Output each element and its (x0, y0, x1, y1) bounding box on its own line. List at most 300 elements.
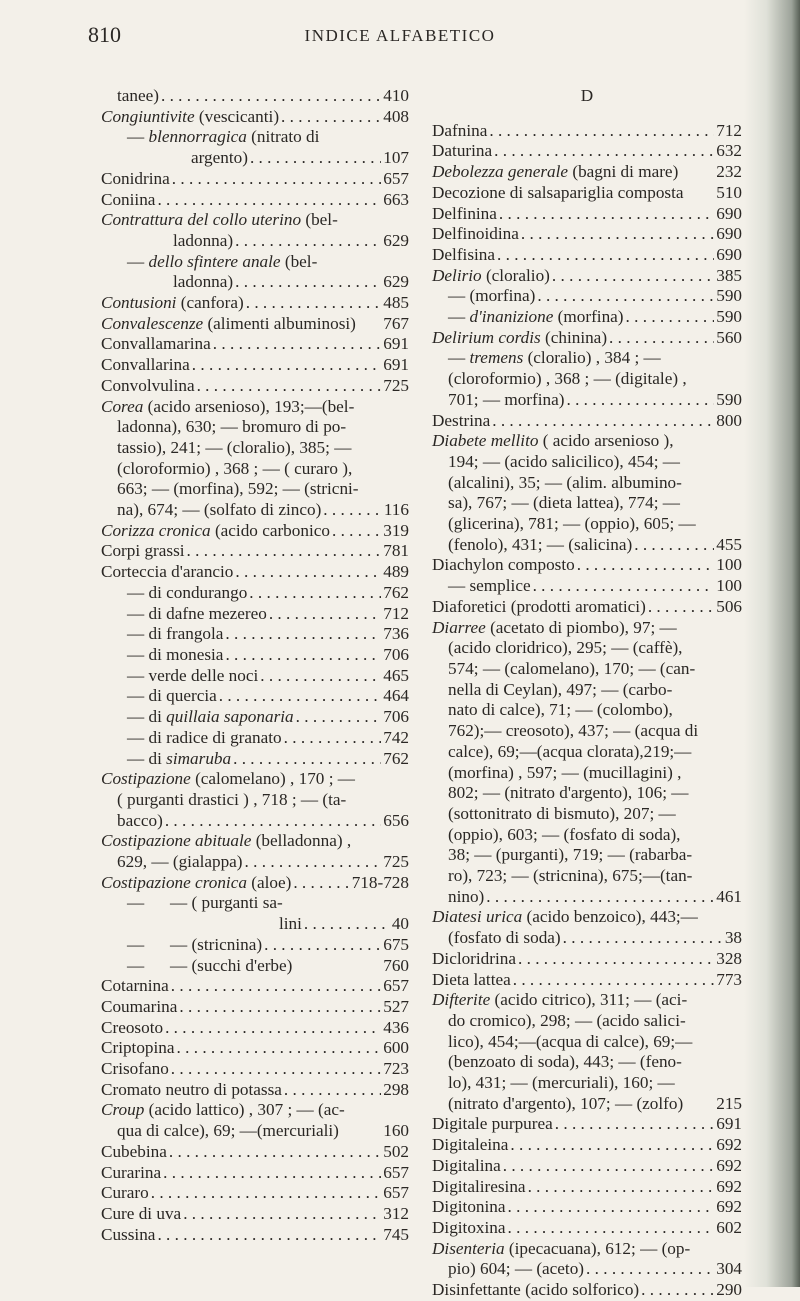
index-entry (101, 1183, 409, 1204)
dot-leader (246, 293, 382, 314)
entry-term: Diaforetici (prodotti aromatici) (432, 596, 646, 616)
dot-leader (566, 390, 714, 411)
index-entry-line: — blennorragica (nitrato di (127, 127, 320, 147)
index-entry-line: — dello sfintere anale (bel- (127, 251, 318, 271)
page-reference: 590 (716, 307, 742, 327)
entry-term: Dicloridrina (432, 948, 516, 968)
index-entry-line: Costipazione (calomelano) , 170 ; — (101, 769, 355, 789)
entry-term: Cromato neutro di potassa (101, 1079, 282, 1099)
entry-term: Criptopina (101, 1038, 175, 1058)
index-entry (432, 141, 742, 162)
index-entry (101, 935, 409, 956)
index-entry-line: — — ( purganti sa- (127, 893, 283, 913)
page-reference: 632 (716, 141, 742, 161)
running-head: INDICE ALFABETICO (304, 26, 496, 45)
index-entry (101, 86, 409, 107)
dot-leader (235, 272, 381, 293)
entry-term: Disinfettante (acido solforico) (432, 1280, 640, 1300)
index-entry (432, 245, 742, 266)
dot-leader (151, 1183, 381, 1204)
index-entry (101, 707, 409, 728)
dot-leader (264, 935, 381, 956)
dot-leader (503, 1156, 714, 1177)
entry-term: Cure di uva (101, 1203, 182, 1223)
index-entry (101, 334, 409, 355)
entry-term: Digitale purpurea (432, 1114, 553, 1134)
index-entry (432, 928, 742, 949)
entry-term: — semplice (448, 576, 531, 596)
index-entry-line: (glicerina), 781; — (oppio), 605; — (448, 514, 696, 534)
page-reference: 408 (383, 106, 409, 126)
index-entry-line: Corea (acido arsenioso), 193;—(bel- (101, 396, 355, 416)
page-reference: 290 (716, 1280, 742, 1300)
dot-leader (260, 666, 381, 687)
index-entry-line: (sottonitrato di bismuto), 207; — (448, 803, 676, 823)
index-entry (101, 1225, 409, 1246)
index-entry (101, 190, 409, 211)
dot-leader (284, 728, 382, 749)
dot-leader (634, 535, 714, 556)
index-entry-line: (cloroformio) , 368 ; — ( curaro ), (117, 458, 353, 478)
entry-term: Curarina (101, 1162, 162, 1182)
index-entry-line: Diatesi urica (acido benzoico), 443;— (432, 907, 698, 927)
entry-term: na), 674; — (solfato di zinco) (117, 500, 322, 520)
entry-term: — di condurango (127, 582, 248, 602)
index-entry-line: do cromico), 298; — (acido salici- (448, 1010, 686, 1030)
index-entry (101, 293, 409, 314)
entry-term: — di quercia (127, 686, 217, 706)
index-entry-line: 574; — (calomelano), 170; — (can- (448, 658, 696, 678)
page-reference: 100 (716, 576, 742, 596)
dot-leader (513, 970, 714, 991)
entry-term: Corpi grassi (101, 541, 185, 561)
page-reference: 742 (383, 727, 409, 747)
index-entry-line: (oppio), 603; — (fosfato di soda), (448, 824, 681, 844)
dot-leader (233, 749, 381, 770)
entry-term: argento) (191, 148, 248, 168)
page-reference: 692 (716, 1197, 742, 1217)
index-entry (101, 169, 409, 190)
entry-term: Conidrina (101, 168, 170, 188)
page-reference: 629 (383, 272, 409, 292)
index-entry-line: nella di Ceylan), 497; — (carbo- (448, 679, 673, 699)
index-entry-line: (cloroformio) , 368 ; — (digitale) , (448, 369, 687, 389)
entry-term: Decozione di salsapariglia composta (432, 182, 684, 202)
index-entry (432, 411, 742, 432)
entry-term: Digitaliresina (432, 1176, 526, 1196)
index-entry (432, 328, 742, 349)
index-column-right (432, 86, 742, 1301)
page-reference: 692 (716, 1135, 742, 1155)
page-reference: 527 (383, 996, 409, 1016)
entry-term: Creosoto (101, 1017, 164, 1037)
entry-term: — di monesia (127, 644, 224, 664)
dot-leader (332, 521, 381, 542)
page-header (0, 22, 800, 52)
index-entry-line: — tremens (cloralio) , 384 ; — (448, 348, 661, 368)
page-reference: 657 (383, 1162, 409, 1182)
index-entry-line: Croup (acido lattico) , 307 ; — (ac- (101, 1100, 345, 1120)
index-entry (101, 852, 409, 873)
dot-leader (537, 286, 714, 307)
index-entry (432, 390, 742, 411)
page-reference: 767 (383, 313, 409, 333)
index-entry (432, 266, 742, 287)
entry-term: lini (279, 914, 302, 934)
page-reference: 465 (383, 665, 409, 685)
index-entry (101, 148, 409, 169)
dot-leader (183, 1204, 381, 1225)
dot-leader (165, 811, 381, 832)
entry-term: qua di calce), 69; —(mercuriali) (117, 1121, 339, 1141)
dot-leader (177, 1038, 382, 1059)
entry-term: 629, — (gialappa) (117, 852, 243, 872)
entry-term: Digitaleina (432, 1135, 509, 1155)
index-entry (101, 666, 409, 687)
index-entry (432, 970, 742, 991)
dot-leader (213, 334, 381, 355)
page-reference: 464 (383, 686, 409, 706)
entry-term: Destrina (432, 410, 491, 430)
page-reference: 760 (383, 955, 409, 975)
entry-term: — di frangola (127, 624, 224, 644)
entry-term: Digitonina (432, 1197, 506, 1217)
page-reference: 436 (383, 1017, 409, 1037)
dot-leader (284, 1080, 381, 1101)
page-reference: 215 (716, 1093, 742, 1113)
index-entry (101, 1142, 409, 1163)
index-entry-line: Difterite (acido citrico), 311; — (aci- (432, 990, 688, 1010)
index-entry (101, 604, 409, 625)
page-reference: 745 (383, 1224, 409, 1244)
entry-term: — di radice di granato (127, 727, 282, 747)
index-entry (432, 204, 742, 225)
dot-leader (494, 141, 714, 162)
entry-term: Diachylon composto (432, 555, 575, 575)
page-reference: 489 (383, 562, 409, 582)
index-entry-line: lico), 454;—(acqua di calce), 69;— (448, 1031, 693, 1051)
page-edge-shadow (744, 0, 800, 1287)
index-entry (101, 355, 409, 376)
page-reference: 723 (383, 1059, 409, 1079)
index-entry-line: nato di calce), 71; — (colombo), (448, 700, 673, 720)
entry-term: Congiuntivite (vescicanti) (101, 106, 280, 126)
index-entry-line: (alcalini), 35; — (alim. albumino- (448, 472, 682, 492)
page-reference: 116 (383, 500, 409, 520)
index-entry (432, 597, 742, 618)
entry-term: Crisofano (101, 1059, 169, 1079)
page-reference: 762 (383, 582, 409, 602)
page-reference: 692 (716, 1155, 742, 1175)
dot-leader (521, 224, 714, 245)
dot-leader (489, 121, 714, 142)
page-reference: 38 (724, 928, 742, 948)
dot-leader (648, 597, 714, 618)
page-reference: 781 (383, 541, 409, 561)
dot-leader (296, 707, 382, 728)
index-entry (101, 997, 409, 1018)
index-entry (432, 1259, 742, 1280)
dot-leader (563, 928, 723, 949)
index-entry (432, 1218, 742, 1239)
index-entry (101, 1204, 409, 1225)
index-entry (101, 645, 409, 666)
index-entry (101, 1121, 409, 1142)
index-entry (101, 811, 409, 832)
index-entry (101, 500, 409, 521)
index-entry (432, 555, 742, 576)
dot-leader (171, 976, 381, 997)
entry-term: Delirium cordis (chinina) (432, 327, 608, 347)
index-entry (101, 914, 409, 935)
index-entry (101, 314, 409, 335)
index-entry (101, 272, 409, 293)
index-entry (432, 1177, 742, 1198)
entry-term: Debolezza generale (bagni di mare) (432, 162, 679, 182)
index-entry (432, 1135, 742, 1156)
page-reference: 690 (716, 244, 742, 264)
index-entry (101, 956, 409, 977)
dot-leader (169, 1142, 381, 1163)
entry-term: — — (stricnina) (127, 934, 263, 954)
page-reference: 657 (383, 1183, 409, 1203)
index-entry (101, 1038, 409, 1059)
index-entry (432, 887, 742, 908)
entry-term: Delfinina (432, 203, 497, 223)
page-reference: 485 (383, 293, 409, 313)
dot-leader (225, 624, 381, 645)
entry-term: Convallamarina (101, 334, 211, 354)
index-entry (101, 1018, 409, 1039)
entry-term: Curaro (101, 1183, 149, 1203)
index-entry-line: 762);— creosoto), 437; — (acqua di (448, 721, 699, 741)
entry-term: Costipazione cronica (aloe) (101, 872, 292, 892)
dot-leader (499, 204, 714, 225)
index-entry-line: (benzoato di soda), 443; — (feno- (448, 1052, 682, 1072)
entry-term: ladonna) (173, 272, 234, 292)
index-entry (432, 183, 742, 204)
index-entry-line: sa), 767; — (dieta lattea), 774; — (448, 493, 680, 513)
index-entry (432, 1156, 742, 1177)
page-reference: 600 (383, 1038, 409, 1058)
index-entry (101, 1059, 409, 1080)
index-entry (432, 286, 742, 307)
entry-term: (nitrato d'argento), 107; — (zolfo) (448, 1093, 684, 1113)
index-entry (101, 728, 409, 749)
page-reference: 706 (383, 644, 409, 664)
index-entry (432, 121, 742, 142)
dot-leader (197, 376, 382, 397)
page-reference: 160 (383, 1121, 409, 1141)
index-entry (101, 749, 409, 770)
page-reference: 107 (383, 148, 409, 168)
dot-leader (508, 1218, 715, 1239)
entry-term: Cubebina (101, 1141, 167, 1161)
page-reference: 762 (383, 748, 409, 768)
page-reference: 657 (383, 976, 409, 996)
index-entry (432, 162, 742, 183)
dot-leader (187, 541, 382, 562)
page-reference: 712 (716, 120, 742, 140)
page-reference: 706 (383, 707, 409, 727)
page-reference: 232 (716, 162, 742, 182)
dot-leader (281, 107, 381, 128)
page-reference: 725 (383, 375, 409, 395)
index-entry-line: calce), 69;—(acqua clorata),219;— (448, 741, 692, 761)
page-reference: 506 (716, 596, 742, 616)
index-entry-line: 194; — (acido salicilico), 454; — (448, 451, 680, 471)
dot-leader (245, 852, 382, 873)
page-reference: 691 (383, 355, 409, 375)
dot-leader (171, 1059, 381, 1080)
page-reference: 590 (716, 286, 742, 306)
index-entry (101, 521, 409, 542)
entry-term: Digitalina (432, 1155, 501, 1175)
index-entry (101, 231, 409, 252)
dot-leader (235, 562, 381, 583)
index-entry-line: 38; — (purganti), 719; — (rabarba- (448, 845, 693, 865)
entry-term: Cussina (101, 1224, 156, 1244)
entry-term: Digitoxina (432, 1217, 506, 1237)
entry-term: — di quillaia saponaria (127, 707, 294, 727)
page-reference: 690 (716, 203, 742, 223)
index-entry (101, 562, 409, 583)
index-entry-line: Diarree (acetato di piombo), 97; — (432, 617, 677, 637)
index-entry-line: 802; — (nitrato d'argento), 106; — (448, 783, 689, 803)
dot-leader (497, 245, 714, 266)
index-entry-line: ( purganti drastici ) , 718 ; — (ta- (117, 789, 347, 809)
page-reference: 455 (716, 534, 742, 554)
entry-term: Corizza cronica (acido carbonico (101, 520, 330, 540)
dot-leader (192, 355, 381, 376)
dot-leader (235, 231, 381, 252)
dot-leader (641, 1280, 714, 1301)
page-reference: 773 (716, 969, 742, 989)
dot-leader (323, 500, 382, 521)
dot-leader (269, 604, 381, 625)
entry-term: ladonna) (173, 230, 234, 250)
dot-leader (510, 1135, 714, 1156)
index-entry-line: ro), 723; — (stricnina), 675;—(tan- (448, 866, 693, 886)
dot-leader (528, 1177, 715, 1198)
page-reference: 663 (383, 189, 409, 209)
entry-term: Contusioni (canfora) (101, 293, 244, 313)
page-reference: 312 (383, 1203, 409, 1223)
dot-leader (249, 583, 381, 604)
index-entry (432, 1094, 742, 1115)
dot-leader (552, 266, 714, 287)
index-entry (432, 1114, 742, 1135)
page-reference: 800 (716, 410, 742, 430)
index-entry (432, 1280, 742, 1301)
page-reference: 40 (391, 914, 409, 934)
index-entry-line: Diabete mellito ( acido arsenioso ), (432, 431, 674, 451)
dot-leader (555, 1114, 714, 1135)
index-entry-line: Disenteria (ipecacuana), 612; — (op- (432, 1238, 691, 1258)
entry-term: Delirio (cloralio) (432, 265, 550, 285)
dot-leader (157, 190, 381, 211)
dot-leader (157, 1225, 381, 1246)
entry-term: — (morfina) (448, 286, 536, 306)
index-entry-line: (morfina) , 597; — (mucillagini) , (448, 762, 682, 782)
entry-term: Convolvulina (101, 375, 195, 395)
index-entry (432, 307, 742, 328)
page-reference: 461 (716, 886, 742, 906)
page-reference: 319 (383, 520, 409, 540)
index-entry-line: (acido cloridrico), 295; — (caffè), (448, 638, 683, 658)
page-reference: 510 (716, 182, 742, 202)
page-number: 810 (88, 22, 121, 47)
page-reference: 691 (383, 334, 409, 354)
index-entry-line: Costipazione abituale (belladonna) , (101, 831, 352, 851)
index-entry (101, 624, 409, 645)
index-entry-line: ladonna), 630; — bromuro di po- (117, 417, 347, 437)
entry-term: (fenolo), 431; — (salicina) (448, 534, 633, 554)
entry-term: — verde delle noci (127, 665, 259, 685)
dot-leader (508, 1197, 715, 1218)
page-reference: 304 (716, 1259, 742, 1279)
index-column-left (101, 86, 409, 1245)
index-entry (101, 1080, 409, 1101)
index-entry-line: lo), 431; — (mercuriali), 160; — (448, 1073, 675, 1093)
page-reference: 410 (383, 86, 409, 105)
page-reference: 602 (716, 1217, 742, 1237)
dot-leader (219, 686, 381, 707)
page-reference: 736 (383, 624, 409, 644)
index-entry-line: 663; — (morfina), 592; — (stricni- (117, 479, 359, 499)
dot-leader (577, 555, 714, 576)
entry-term: nino) (448, 886, 485, 906)
dot-leader (172, 169, 381, 190)
page-reference: 629 (383, 230, 409, 250)
entry-term: Corteccia d'arancio (101, 562, 234, 582)
entry-term: bacco) (117, 810, 163, 830)
entry-term: Dieta lattea (432, 969, 511, 989)
index-entry (432, 535, 742, 556)
entry-term: — di dafne mezereo (127, 603, 267, 623)
index-entry-line: Contrattura del collo uterino (bel- (101, 210, 338, 230)
dot-leader (165, 1018, 381, 1039)
dot-leader (225, 645, 381, 666)
entry-term: — di simaruba (127, 748, 232, 768)
index-entry (432, 224, 742, 245)
dot-leader (492, 411, 714, 432)
dot-leader (609, 328, 714, 349)
index-entry-line: tassio), 241; — (cloralio), 385; — (117, 437, 352, 457)
entry-term: Convallarina (101, 355, 190, 375)
dot-leader (626, 307, 715, 328)
entry-term: Coumarina (101, 996, 178, 1016)
entry-term: — — (succhi d'erbe) (127, 955, 293, 975)
index-entry (101, 873, 409, 894)
page-reference: 712 (383, 603, 409, 623)
page-reference: 590 (716, 389, 742, 409)
entry-term: tanee) (117, 86, 159, 105)
entry-term: Delfisina (432, 244, 496, 264)
entry-term: pio) 604; — (aceto) (448, 1259, 585, 1279)
page-reference: 100 (716, 555, 742, 575)
page-reference: 675 (383, 934, 409, 954)
dot-leader (179, 997, 381, 1018)
page-reference: 691 (716, 1114, 742, 1134)
dot-leader (486, 887, 714, 908)
entry-term: 701; — morfina) (448, 389, 565, 409)
dot-leader (518, 949, 714, 970)
dot-leader (533, 576, 715, 597)
entry-term: Daturina (432, 141, 493, 161)
entry-term: Coniina (101, 189, 156, 209)
page-reference: 690 (716, 224, 742, 244)
